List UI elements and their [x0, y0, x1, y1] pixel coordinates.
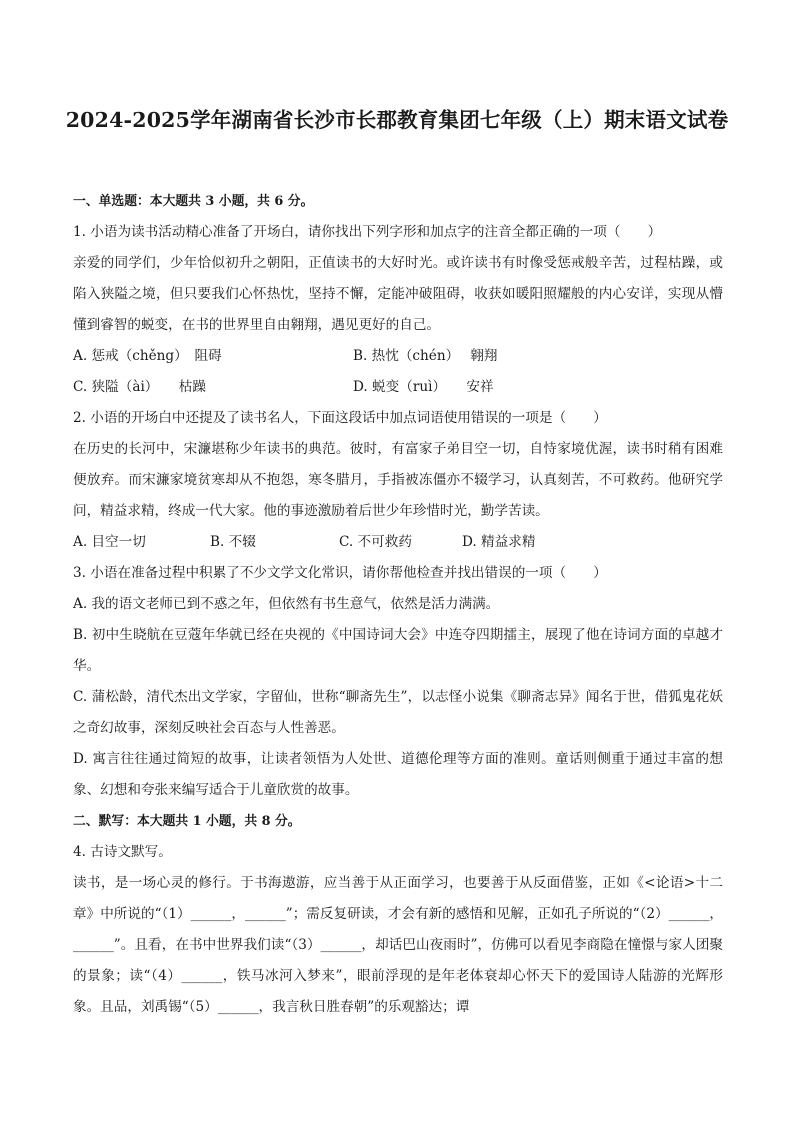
- question-4-stem: 4. 古诗文默写。: [73, 844, 172, 860]
- question-2-passage: 在历史的长河中，宋濂堪称少年读书的典范。彼时，有富家子弟目空一切，自恃家境优渥，读书时稍有困难便放弃。而宋濂家境贫寒却从不抱怨，寒冬腊月，手指被冻僵亦不辍学习，认真刻苦，不可救药。他研究学问，精益求精，终成一代大家。他的事迹激励着后世少年珍惜时光，勤学苦读。: [73, 441, 723, 519]
- question-1-stem: 1. 小语为读书活动精心准备了开场白，请你找出下列字形和加点字的注音全都正确的一项（ ）: [73, 224, 662, 240]
- question-3-option-a: A. 我的语文老师已到不惑之年，但依然有书生意气，依然是活力满满。: [73, 596, 500, 612]
- question-1-passage: 亲爱的同学们，少年恰似初升之朝阳，正值读书的大好时光。或许读书有时像受惩戒般辛苦，过程枯躁，或陷入狭隘之境，但只要我们心怀热忱，坚持不懈，定能冲破阻碍，收获如暖阳照耀般的内心安详，实现从懵懂到睿智的蜕变，在书的世界里自由翱翔，遇见更好的自己。: [73, 255, 723, 333]
- question-2-option-b: B. 不辍: [210, 534, 256, 550]
- question-1-option-c: C. 狭隘（ài） 枯躁: [73, 379, 206, 395]
- question-4-passage: 读书，是一场心灵的修行。于书海遨游，应当善于从正面学习，也要善于从反面借鉴，正如《<论语>十二章》中所说的“（1）______，______”；需反复研读，才会有新的感悟和见解，正如孔子所说的“（2）______，______”。且看，在书中世界我们读“（3）______，却话巴山夜雨时”，仿佛可以看见李商隐在憧憬与家人团聚的景象；读“（4）______，铁马冰河入梦来”，眼前浮现的是年老体衰却心怀天下的爱国诗人陆游的光辉形象。且品，刘禹锡“（5）______，我言秋日胜春朝”的乐观豁达；谭: [73, 875, 723, 1015]
- question-2-options: [73, 527, 723, 558]
- page-title: 2024-2025学年湖南省长沙市长郡教育集团七年级（上）期末语文试卷: [65, 108, 729, 132]
- exam-content: [73, 186, 723, 1023]
- question-3-stem: 3. 小语在准备过程中积累了不少文学文化常识，请你帮他检查并找出错误的一项（ ）: [73, 565, 607, 581]
- question-3-option-b: B. 初中生晓航在豆蔻年华就已经在央视的《中国诗词大会》中连夺四期擂主，展现了他在诗词方面的卓越才华。: [73, 627, 723, 674]
- section-heading-single-choice: 一、单选题：本大题共 3 小题，共 6 分。: [73, 194, 314, 209]
- question-1-options-row-2: [73, 372, 723, 403]
- question-2-stem: 2. 小语的开场白中还提及了读书名人，下面这段话中加点词语使用错误的一项是（ ）: [73, 410, 607, 426]
- question-3-option-c: C. 蒲松龄，清代杰出文学家，字留仙，世称“聊斋先生”，以志怪小说集《聊斋志异》闻名于世，借狐鬼花妖之奇幻故事，深刻反映社会百态与人性善恶。: [73, 689, 723, 736]
- question-2-option-c: C. 不可救药: [339, 534, 412, 550]
- question-2-option-a: A. 目空一切: [73, 534, 146, 550]
- section-heading-dictation: 二、默写：本大题共 1 小题，共 8 分。: [73, 814, 301, 829]
- question-2-option-d: D. 精益求精: [462, 534, 536, 550]
- question-1-option-d: D. 蜕变（ruì） 安祥: [353, 379, 494, 395]
- question-1-option-a: A. 惩戒（chěng） 阻碍: [73, 348, 222, 364]
- question-3-option-d: D. 寓言往往通过简短的故事，让读者领悟为人处世、道德伦理等方面的准则。童话则侧重于通过丰富的想象、幻想和夸张来编写适合于儿童欣赏的故事。: [73, 751, 723, 798]
- question-1-option-b: B. 热忱（chén） 翱翔: [353, 348, 498, 364]
- question-1-options-row-1: [73, 341, 723, 372]
